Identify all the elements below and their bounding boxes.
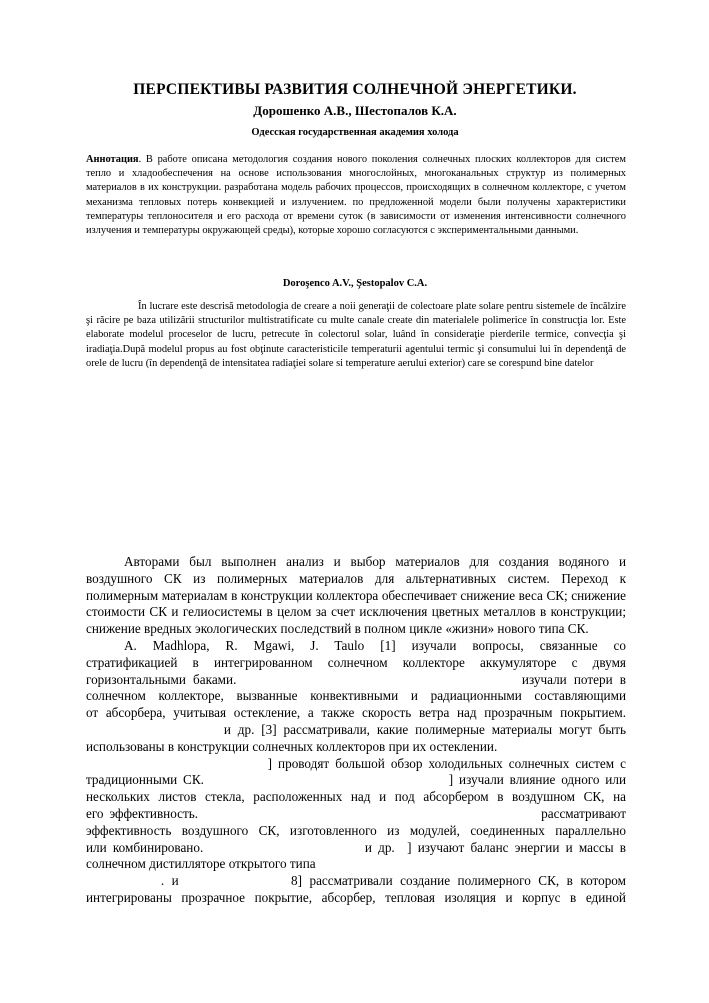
romanian-authors: Doroşenco A.V., Şestopalov C.A. [282, 278, 428, 289]
body-line: традиционными СК. ] изучали влияние одного или [86, 772, 626, 788]
body-line: интегрированы прозрачное покрытие, абсорбер, тепловая изоляция и корпус в единой [86, 889, 626, 905]
body-line: . и 8] рассматривали создание полимерного СК, в котором [86, 873, 626, 889]
body-line: стратификацией в интегрированном солнечном коллекторе аккумуляторе с двумя [86, 654, 626, 670]
body-line: его эффективность. рассматривают [86, 805, 626, 821]
body-line: эффективность воздушного СК, изготовленного из модулей, соединенных параллельно [86, 822, 626, 838]
abstract-russian-text: . В работе описана методология создания нового поколения солнечных плоских коллекторов для систем тепло и хладообеспечения на основе использования многослойных, многоканальных структур из полимерных материалов в их конструкции. разработана модель рабочих процессов, происходящих в солнечном коллекторе, с учетом механизма тепловых потерь конвекцией и излучением. по предложенной модели были получены характеристики температуры теплоносителя и его расхода от времени суток (в зависимости от изменения интенсивности солнечного излучения и температуры окружающей среды), которые хорошо согласуются с экспериментальными данными. [86, 154, 626, 237]
body-text [86, 554, 626, 907]
body-line: A. Madhlopa, R. Mgawi, J. Taulo [1] изучали вопросы, связанные со [124, 637, 626, 653]
body-line: использованы в конструкции солнечных коллекторов при их остеклении. [86, 738, 498, 754]
paper-title: ПЕРСПЕКТИВЫ РАЗВИТИЯ СОЛНЕЧНОЙ ЭНЕРГЕТИКИ. [133, 81, 577, 98]
abstract-label: Аннотация [86, 154, 139, 165]
body-line: солнечном коллекторе, вызванные конвективными и радиационными составляющими [86, 688, 626, 704]
abstract-russian [86, 153, 626, 238]
body-line: и др. [3] рассматривали, какие полимерные материалы могут быть [86, 721, 626, 737]
body-paragraph-2 [86, 638, 626, 907]
body-line: нескольких листов стекла, расположенных над и под абсорбером в воздушном СК, на [86, 789, 626, 805]
paper-organization: Одесская государственная академия холода [251, 127, 459, 138]
abstract-romanian: În lucrare este descrisă metodologia de creare a noii generaţii de colectoare plate solare pentru sistemele de încălzire şi răcire pe baza utilizării structurilor multistratificate cu multe canale create din materialele polimerice în construcţia lor. Este elaborate modelul proceselor de lucru, petrecute în colectorul solar, luând în consideraţie pierderile termice, convecţia şi iradiaţia.După modelul propus au fost obţinute caracteristicile temperaturii agentului termic şi consumului lui în dependenţă de orele de lucru (în dependenţă de intensitatea radiaţiei solare si temperature aerului exterior) care se corespund bine datelor [86, 301, 626, 369]
body-line: солнечном дистилляторе открытого типа [86, 856, 316, 872]
body-line: или комбинировано. и др. ] изучают баланс энергии и массы в [86, 839, 626, 855]
body-line: ] проводят большой обзор холодильных солнечных систем с [86, 755, 626, 771]
body-line: от абсорбера, учитывая остекление, а также скорость ветра над прозрачным покрытием. [86, 705, 626, 721]
paper-authors: Дорошенко А.В., Шестопалов К.А. [253, 103, 457, 118]
body-line: горизонтальными баками. изучали потери в [86, 671, 626, 687]
body-paragraph-1: Авторами был выполнен анализ и выбор материалов для создания водяного и воздушного СК из полимерных материалов для альтернативных систем. Переход к полимерным материалам в конструкции коллектора обеспечивает снижение веса СК; снижение стоимости СК и гелиосистемы в целом за счет исключения цветных металлов в конструкции; снижение вредных экологических последствий в полном цикле «жизни» нового типа СК. [86, 554, 626, 637]
